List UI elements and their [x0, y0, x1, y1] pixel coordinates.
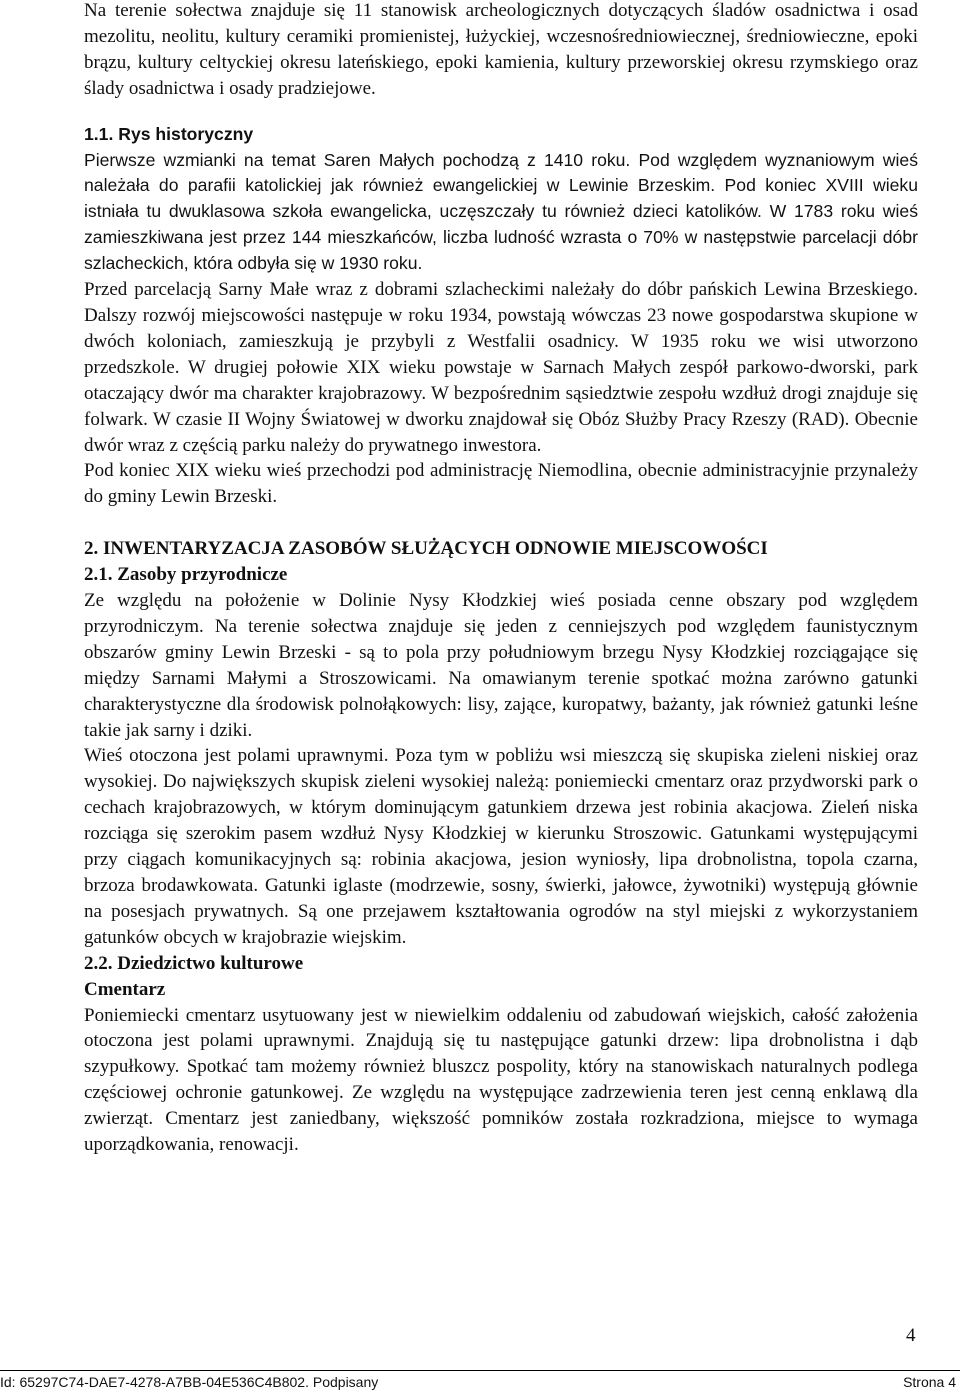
- cemetery-paragraph: Poniemiecki cmentarz usytuowany jest w niewielkim oddaleniu od zabudowań wiejskich, całość założenia otoczona jest polami uprawnymi. Znajdują się tu następujące gatunki drzew: lipa drobnolistna i dąb szypułkowy. Spotkać tam możemy również bluszcz pospolity, który na stanowiskach naturalnych podlega częściowej ochronie gatunkowej. Ze względu na występujące zadrzewienia teren jest cenną enklawą dla zwierząt. Cmentarz jest zaniedbany, większość pomników została rozkradziona, miejsce to wymaga uporządkowania, renowacji.: [84, 1004, 918, 1156]
- section-2-1-paragraph-2: Wieś otoczona jest polami uprawnymi. Poza tym w pobliżu wsi mieszczą się skupiska zieleni niskiej oraz wysokiej. Do największych skupisk zieleni wysokiej należą: poniemiecki cmentarz oraz przydworski park o cechach krajobrazowych, w którym dominującym gatunkiem drzewa jest robinia akacjowa. Zieleń niska rozciąga się szerokim pasem wzdłuż Nysy Kłodzkiej w kierunku Stroszowic. Gatunkami występującymi przy ciągach komunikacyjnych są: robinia akacjowa, jesion wyniosły, lipa drobnolistna, topola czarna, brzoza brodawkowata. Gatunki iglaste (modrzewie, sosny, świerki, jałowce, żywotniki) występują głównie na posesjach prywatnych. Są one przejawem kształtowania ogrodów na styl miejski z wykorzystaniem gatunków obcych w krajobrazie wiejskim.: [84, 745, 918, 948]
- section-1-1-paragraph: Pierwsze wzmianki na temat Saren Małych pochodzą z 1410 roku. Pod względem wyznaniowym wieś należała do parafii katolickiej jak również ewangelickiej w Lewinie Brzeskim. Pod koniec XVIII wieku istniała tu dwuklasowa szkoła ewangelicka, uczęszczały tu również dzieci katolików. W 1783 roku wieś zamieszkiwana jest przez 144 mieszkańców, liczba ludność wzrasta o 70% w następstwie parcelacji dóbr szlacheckich, która odbyła się w 1930 roku.: [84, 149, 918, 274]
- section-1-1-heading: 1.1. Rys historyczny: [84, 123, 254, 144]
- intro-paragraph: Na terenie sołectwa znajduje się 11 stanowisk archeologicznych dotyczących śladów osadnictwa i osad mezolitu, neolitu, kultury ceramiki promienistej, łużyckiej, wczesnośredniowiecznej, średniowieczne, epoki brązu, kultury celtyckiej okresu lateńskiego, epoki kamienia, kultury przeworskiej okresu rzymskiego oraz ślady osadnictwa i osady pradziejowe.: [84, 0, 918, 99]
- section-1-1-paragraph-2: Przed parcelacją Sarny Małe wraz z dobrami szlacheckimi należały do dóbr pańskich Lewina Brzeskiego. Dalszy rozwój miejscowości następuje w roku 1934, powstają wówczas 23 nowe gospodarstwa skupione w dwóch koloniach, zamieszkują je przybyli z Westfalii osadnicy. W 1935 roku we wisi utworzono przedszkole. W drugiej połowie XIX wieku powstaje w Sarnach Małych zespół parkowo-dworski, park otaczający dwór ma charakter krajobrazowy. W bezpośrednim sąsiedztwie zespołu wzdłuż drogi znajduje się folwark. W czasie II Wojny Światowej w dworku znajdował się Obóz Służby Pracy Rzeszy (RAD). Obecnie dwór wraz z częścią parku należy do prywatnego inwestora.: [84, 279, 918, 456]
- section-2-1-heading: 2.1. Zasoby przyrodnicze: [84, 564, 288, 586]
- page-number: 4: [906, 1325, 916, 1346]
- section-2-heading: 2. INWENTARYZACJA ZASOBÓW SŁUŻĄCYCH ODNOWIE MIEJSCOWOŚCI: [84, 538, 768, 560]
- section-1-1-paragraph-3: Pod koniec XIX wieku wieś przechodzi pod administrację Niemodlina, obecnie administracyjnie przynależy do gminy Lewin Brzeski.: [84, 460, 918, 508]
- footer: [0, 1370, 960, 1392]
- cemetery-subheading: Cmentarz: [84, 978, 166, 1000]
- section-2-1-paragraph-1: Ze względu na położenie w Dolinie Nysy Kłodzkiej wieś posiada cenne obszary pod względem przyrodniczym. Na terenie sołectwa znajduje się jeden z cenniejszych pod względem faunistycznym obszarów gminy Lewin Brzeski - są to pola przy południowym brzegu Nysy Kłodzkiej rozciągające się między Sarnami Małymi a Stroszowicami. Na omawianym terenie spotkać można zarówno gatunki charakterystyczne dla środowisk polnołąkowych: lisy, zające, kuropatwy, bażanty, jak również gatunki leśne takie jak sarny i dziki.: [84, 590, 918, 741]
- section-2-2-heading: 2.2. Dziedzictwo kulturowe: [84, 952, 304, 974]
- document-page: [84, 0, 918, 1158]
- section-1-1-first-line: Pierwsze wzmianki na temat Saren Małych pochodzą z 1410 roku.: [84, 149, 639, 170]
- footer-page-label: Strona 4: [903, 1374, 956, 1390]
- footer-id-text: Id: 65297C74-DAE7-4278-A7BB-04E536C4B802. Podpisany: [0, 1374, 379, 1390]
